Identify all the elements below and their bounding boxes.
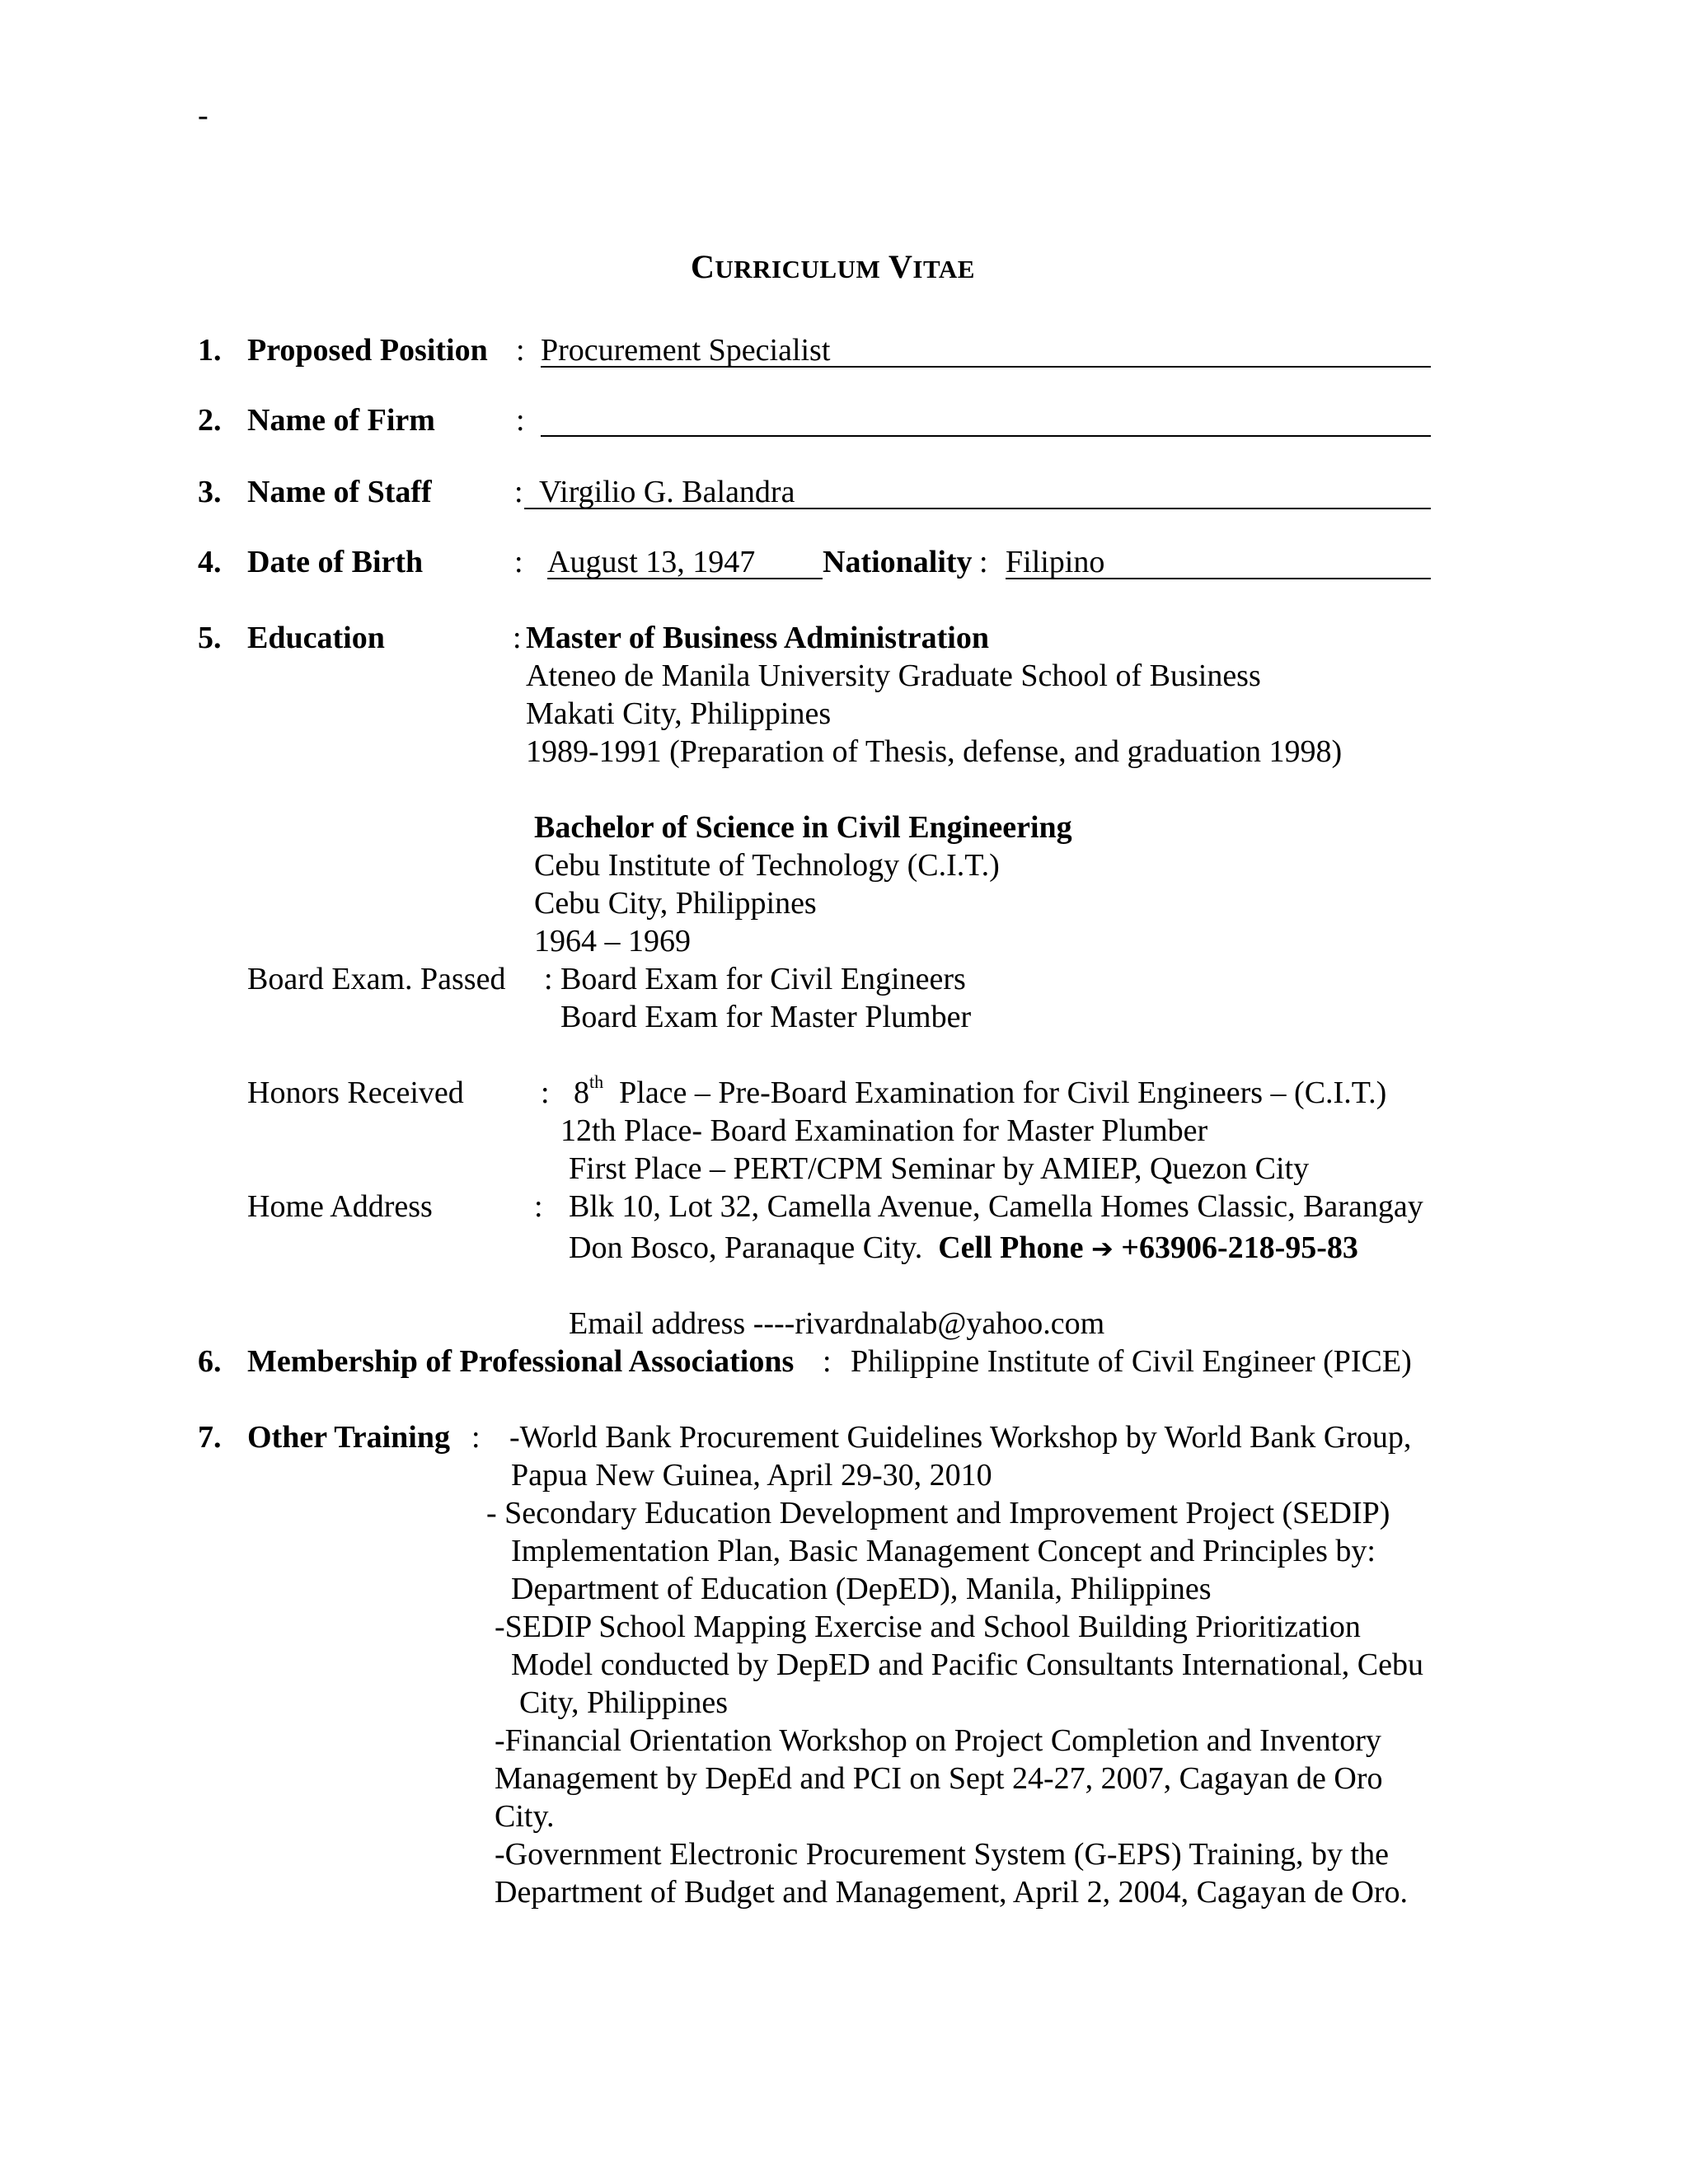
training-line: Department of Budget and Management, April 2, 2004, Cagayan de Oro. (495, 1875, 1409, 1910)
item-number-2: 2. (198, 403, 222, 438)
colon-nationality: : (979, 545, 988, 579)
item-number-4: 4. (198, 545, 222, 579)
training-line: -SEDIP School Mapping Exercise and School Building Prioritization (495, 1610, 1361, 1644)
honor-1-suffix: th (589, 1071, 604, 1092)
label-board-exam: Board Exam. Passed (247, 962, 506, 996)
item-number-1: 1. (198, 333, 222, 368)
address-line-2 (569, 1230, 1358, 1266)
value-membership: Philippine Institute of Civil Engineer (PICE) (851, 1344, 1412, 1379)
title-initial-c: C (691, 248, 715, 285)
colon-3: : (514, 475, 523, 509)
honor-1-number: 8 (574, 1076, 589, 1110)
honor-1-text: Place – Pre-Board Examination for Civil Engineers – (C.I.T.) (619, 1076, 1387, 1110)
value-proposed-position: Procurement Specialist (541, 333, 831, 368)
training-line: Model conducted by DepED and Pacific Consultants International, Cebu (511, 1647, 1424, 1682)
arrow-right-icon: ➔ (1090, 1233, 1114, 1264)
bs-city: Cebu City, Philippines (534, 886, 817, 921)
item-number-5: 5. (198, 621, 222, 655)
title-rest-2: ITAE (912, 255, 975, 284)
training-line: City, Philippines (519, 1685, 729, 1720)
training-line: -World Bank Procurement Guidelines Workshop by World Bank Group, (509, 1420, 1412, 1455)
honor-3: First Place – PERT/CPM Seminar by AMIEP, Quezon City (569, 1151, 1310, 1186)
training-line: Management by DepEd and PCI on Sept 24-27, 2007, Cagayan de Oro (495, 1761, 1383, 1796)
colon-honors: : (541, 1076, 550, 1110)
title-rest-1: URRICULUM (715, 255, 881, 284)
label-education: Education (247, 621, 385, 655)
value-date-of-birth: August 13, 1947 (547, 545, 756, 579)
training-line: Papua New Guinea, April 29-30, 2010 (511, 1458, 992, 1493)
underline-1 (541, 366, 1431, 368)
bs-years: 1964 – 1969 (534, 924, 691, 958)
address-line-1: Blk 10, Lot 32, Camella Avenue, Camella Homes Classic, Barangay (569, 1189, 1423, 1224)
training-line: - Secondary Education Development and Improvement Project (SEDIP) (486, 1496, 1390, 1530)
colon-6: : (823, 1344, 832, 1379)
label-date-of-birth: Date of Birth (247, 545, 424, 579)
colon-4: : (514, 545, 523, 579)
item-number-3: 3. (198, 475, 222, 509)
label-honors: Honors Received (247, 1076, 464, 1110)
label-other-training: Other Training (247, 1420, 450, 1455)
item-number-7: 7. (198, 1420, 222, 1455)
board-exam-1: Board Exam for Civil Engineers (560, 962, 966, 996)
underline-nationality (1006, 578, 1431, 579)
cell-phone-label: Cell Phone (938, 1230, 1084, 1265)
mba-school: Ateneo de Manila University Graduate School of Business (526, 658, 1261, 693)
underline-dob (547, 578, 823, 579)
address-city: Don Bosco, Paranaque City. (569, 1230, 923, 1265)
training-line: -Financial Orientation Workshop on Project Completion and Inventory (495, 1723, 1381, 1758)
underline-3 (524, 508, 1431, 509)
item-number-6: 6. (198, 1344, 222, 1379)
cell-phone-number: +63906-218-95-83 (1121, 1230, 1358, 1265)
honor-1 (574, 1071, 1387, 1111)
training-line: Department of Education (DepED), Manila, Philippines (511, 1572, 1212, 1606)
bs-school: Cebu Institute of Technology (C.I.T.) (534, 848, 1000, 883)
label-proposed-position: Proposed Position (247, 333, 488, 368)
title-initial-v: V (889, 248, 913, 285)
label-name-of-staff: Name of Staff (247, 475, 432, 509)
label-home-address: Home Address (247, 1189, 433, 1224)
training-line: -Government Electronic Procurement System (G-EPS) Training, by the (495, 1837, 1389, 1872)
mba-years: 1989-1991 (Preparation of Thesis, defense, and graduation 1998) (526, 734, 1343, 769)
label-nationality: Nationality (823, 545, 973, 579)
mba-city: Makati City, Philippines (526, 696, 832, 731)
label-name-of-firm: Name of Firm (247, 403, 435, 438)
colon-board: : (544, 962, 553, 996)
underline-2 (541, 435, 1431, 437)
colon-address: : (534, 1189, 543, 1224)
degree-mba: Master of Business Administration (526, 621, 989, 655)
colon-5: : (513, 621, 522, 655)
stray-dash: - (198, 98, 209, 133)
training-line: Implementation Plan, Basic Management Concept and Principles by: (511, 1534, 1376, 1568)
colon-7: : (471, 1420, 481, 1455)
document-title (691, 247, 975, 286)
value-nationality: Filipino (1006, 545, 1105, 579)
colon-2: : (516, 403, 525, 438)
label-membership: Membership of Professional Associations (247, 1344, 795, 1379)
value-name-of-staff: Virgilio G. Balandra (539, 475, 795, 509)
colon-1: : (516, 333, 525, 368)
email-address: Email address ----rivardnalab@yahoo.com (569, 1306, 1105, 1341)
training-line: City. (495, 1799, 555, 1834)
honor-2: 12th Place- Board Examination for Master Plumber (560, 1113, 1208, 1148)
board-exam-2: Board Exam for Master Plumber (560, 1000, 972, 1034)
degree-bs: Bachelor of Science in Civil Engineering (534, 810, 1072, 845)
